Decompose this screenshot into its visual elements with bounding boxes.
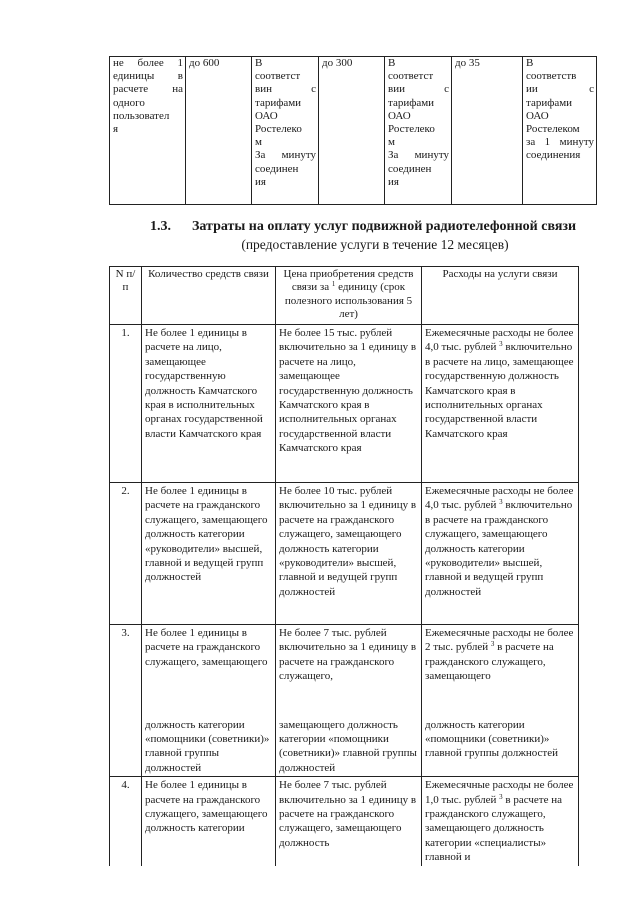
table-cell: не более 1 единицы в расчете на одного пользовател я [110,57,186,205]
row-price: Не более 10 тыс. рублей включительно за 1 единицу в расчете на гражданского служащего, замещающего должность категории «руководители» высшей, главной и ведущей групп должностей [276,483,422,625]
table-row [110,717,579,777]
row-price: Не более 7 тыс. рублей включительно за 1 единицу в расчете на гражданского служащего, [276,625,422,705]
row-price: Не более 7 тыс. рублей включительно за 1 единицу в расчете на гражданского служащего, замещающего должность [276,777,422,866]
row-expenses: Ежемесячные расходы не более 4,0 тыс. рублей $^3$ включительно в расчете на лицо, замещающее государственную должность Камчатского края в исполнительных органах государственной власти Камчатского края [422,325,579,483]
table-cell: В соответст вии с тарифами ОАО Ростелеко м За минуту соединен ия [385,57,452,205]
table-cell: до 600 [186,57,252,205]
table-row [110,777,579,866]
table-row [110,325,579,483]
header-expenses: Расходы на услуги связи [422,267,579,325]
row-number: 2. [110,483,142,625]
row-expenses: Ежемесячные расходы не более 4,0 тыс. рублей $^3$ включительно в расчете на гражданского служащего, замещающего должность категории «руководители» высшей, главной и ведущей групп должностей [422,483,579,625]
row-expenses: Ежемесячные расходы не более 1,0 тыс. рублей $^3$ в расчете на гражданского служащего, замещающего должность категории «специалисты» главной и [422,777,579,866]
row-expenses: Ежемесячные расходы не более 2 тыс. рублей $^3$ в расчете на гражданского служащего, замещающего [422,625,579,705]
row-quantity: Не более 1 единицы в расчете на гражданского служащего, замещающего должность категории «руководители» высшей, главной и ведущей групп должностей [142,483,276,625]
table-row [110,483,579,625]
header-price: Цена приобретения средств связи за $^1$ единицу (срок полезного использования 5 лет) [276,267,422,325]
section-number: 1.3. [150,219,171,234]
row-quantity: Не более 1 единицы в расчете на гражданского служащего, замещающего [142,625,276,705]
table-row-gap [110,705,579,717]
row-number [110,717,142,777]
section-heading [150,219,600,235]
mobile-costs-table [109,266,579,866]
row-quantity: Не более 1 единицы в расчете на гражданского служащего, замещающего должность категории [142,777,276,866]
table-row [110,57,597,205]
header-quantity: Количество средств связи [142,267,276,325]
section-subtitle: (предоставление услуги в течение 12 месяцев) [241,237,509,252]
row-expenses: должность категории «помощники (советники)» главной группы должностей [422,717,579,777]
table-cell: В соответст вин с тарифами ОАО Ростелеко м За минуту соединен ия [252,57,319,205]
table-row [110,625,579,705]
table-header-row [110,267,579,325]
row-price: Не более 15 тыс. рублей включительно за 1 единицу в расчете на лицо, замещающее государственную должность Камчатского края в исполнительных органах государственной власти Камчатского края [276,325,422,483]
table-cell: В соответств ии с тарифами ОАО Ростелеком за 1 минуту соединения [523,57,597,205]
table-cell: до 35 [452,57,523,205]
row-number: 4. [110,777,142,866]
row-quantity: должность категории «помощники (советники)» главной группы должностей [142,717,276,777]
top-continuation-table [109,56,597,205]
section-title: Затраты на оплату услуг подвижной радиотелефонной связи [192,219,577,234]
header-num: N п/п [110,267,142,325]
table-cell: до 300 [319,57,385,205]
row-number: 3. [110,625,142,705]
row-number: 1. [110,325,142,483]
row-price: замещающего должность категории «помощники (советники)» главной группы должностей [276,717,422,777]
row-quantity: Не более 1 единицы в расчете на лицо, замещающее государственную должность Камчатского края в исполнительных органах государственной власти Камчатского края [142,325,276,483]
